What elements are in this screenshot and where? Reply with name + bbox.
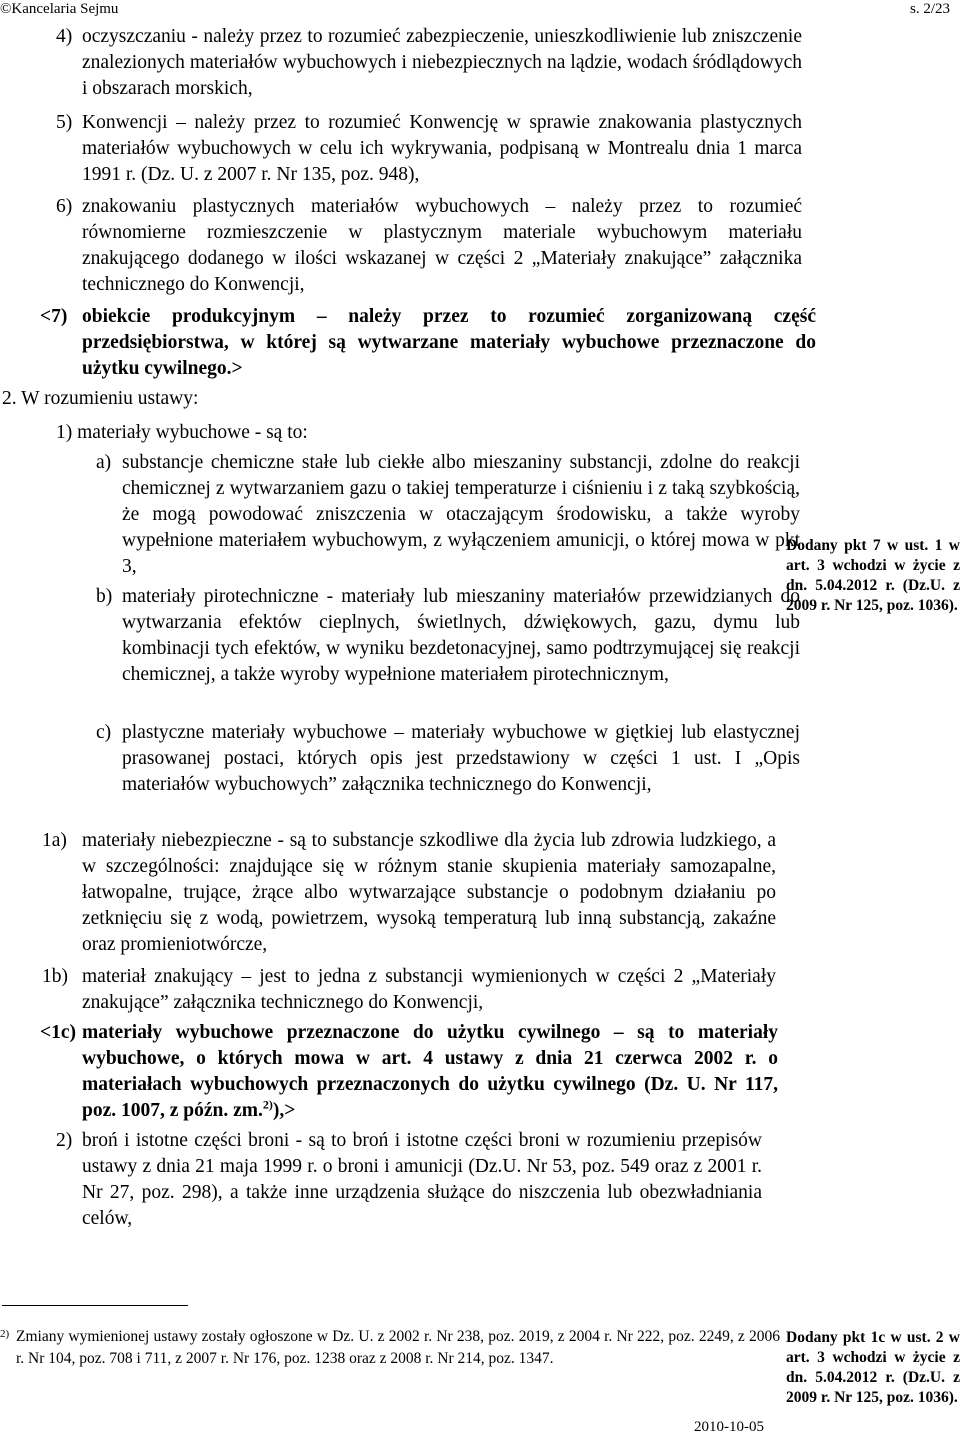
definition-7-added <box>40 304 816 382</box>
footnote <box>0 1326 780 1370</box>
item-number: b) <box>96 586 113 607</box>
item-number: 5) <box>56 112 73 133</box>
definition-4 <box>56 24 802 102</box>
item-1c-added <box>40 1020 778 1124</box>
item-text-tail: ),> <box>272 1100 296 1121</box>
subitem-b <box>96 584 800 688</box>
item-number: <1c) <box>40 1022 77 1043</box>
item-1a <box>42 828 776 958</box>
item-number: a) <box>96 452 112 473</box>
subitem-a <box>96 450 800 580</box>
header-left: ©Kancelaria Sejmu <box>0 1 119 17</box>
item-number: c) <box>96 722 112 743</box>
item-text: materiały wybuchowe - są to: <box>77 422 308 443</box>
item-number: 6) <box>56 196 73 217</box>
item-number: <7) <box>40 306 68 327</box>
item-number: 1a) <box>42 830 67 851</box>
item-1 <box>56 420 308 446</box>
margin-note-2: Dodany pkt 1c w ust. 2 w art. 3 wchodzi w życie z dn. 5.04.2012 r. (Dz.U. z 2009 r. Nr 125, poz. 1036). <box>786 1329 960 1406</box>
item-2 <box>56 1128 762 1232</box>
item-text: obiekcie produkcyjnym – należy przez to rozumieć zorganizowaną część przedsiębiorstwa, w której są wytwarzane materiały wybuchowe przeznaczone do użytku cywilnego.> <box>82 306 816 379</box>
item-number: 1b) <box>42 966 68 987</box>
footnote-separator <box>2 1305 188 1306</box>
item-text: materiał znakujący – jest to jedna z substancji wymienionych w części 2 „Materiały znakujące” załącznika technicznego do Konwencji, <box>82 966 776 1013</box>
margin-note-1: Dodany pkt 7 w ust. 1 w art. 3 wchodzi w życie z dn. 5.04.2012 r. (Dz.U. z 2009 r. Nr 125, poz. 1036). <box>786 537 960 614</box>
item-text: znakowaniu plastycznych materiałów wybuchowych – należy przez to rozumieć równomierne rozmieszczenie w plastycznym materiale wybuchowym materiału znakującego dodanego w ilości wskazanej w części 2 „Materiały znakujące” załącznika technicznego do Konwencji, <box>82 196 802 295</box>
section-2-heading <box>2 386 198 412</box>
item-number: 2) <box>56 1130 73 1151</box>
footnote-text: Zmiany wymienionej ustawy zostały ogłoszone w Dz. U. z 2002 r. Nr 238, poz. 2019, z 2004 r. Nr 222, poz. 2249, z 2006 r. Nr 104, poz. 708 i 711, z 2007 r. Nr 176, poz. 1238 oraz z 2008 r. Nr 214, poz. 1347. <box>16 1328 780 1367</box>
subitem-c <box>96 720 800 798</box>
page-number: s. 2/23 <box>909 1 950 17</box>
footnote-ref: 2) <box>262 1097 273 1112</box>
section-text: W rozumieniu ustawy: <box>21 388 199 409</box>
section-number: 2. <box>2 388 17 409</box>
item-1b <box>42 964 776 1016</box>
item-text: materiały pirotechniczne - materiały lub mieszaniny materiałów przewidzianych do wytwarzania efektów cieplnych, świetlnych, dźwiękowych, gazu, dymu lub kombinacji tych efektów, w wyniku bezdetonacyjnej, samo podtrzymującej się reakcji chemicznej, a także wyroby wypełnione materiałem pirotechnicznym, <box>122 586 800 685</box>
item-text: materiały niebezpieczne - są to substancje szkodliwe dla życia lub zdrowia ludzkiego, a w szczególności: znajdujące się w różnym stanie skupienia materiały samozapalne, łatwopalne, trujące, żrące albo wytwarzające substancje o podobnym działaniu po zetknięciu się z wodą, powietrzem, wysoką temperaturą lub inną substancją, zakaźne oraz promieniotwórcze, <box>82 830 776 955</box>
item-text: Konwencji – należy przez to rozumieć Konwencję w sprawie znakowania plastycznych materiałów wybuchowych w celu ich wykrywania, podpisaną w Montrealu dnia 1 marca 1991 r. (Dz. U. z 2007 r. Nr 135, poz. 948), <box>82 112 802 185</box>
item-number: 4) <box>56 26 73 47</box>
item-text: oczyszczaniu - należy przez to rozumieć zabezpieczenie, unieszkodliwienie lub zniszczenie znalezionych materiałów wybuchowych i niebezpiecznych na lądzie, wodach śródlądowych i obszarach morskich, <box>82 26 802 99</box>
item-text: materiały wybuchowe przeznaczone do użytku cywilnego – są to materiały wybuchowe, o których mowa w art. 4 ustawy z dnia 21 czerwca 2002 r. o materiałach wybuchowych przeznaczonych do użytku cywilnego (Dz. U. Nr 117, poz. 1007, z późn. zm. <box>82 1022 778 1121</box>
definition-6 <box>56 194 802 298</box>
footnote-marker: 2) <box>0 1328 10 1340</box>
footer-date: 2010-10-05 <box>694 1419 764 1435</box>
item-text: substancje chemiczne stałe lub ciekłe albo mieszaniny substancji, zdolne do reakcji chemicznej z wytwarzaniem gazu o takiej temperaturze i ciśnieniu i z taką szybkością, że mogą powodować zniszczenia w otaczającym środowisku, a także wyroby wypełnione materiałem wybuchowym, z wyłączeniem amunicji, o której mowa w pkt 3, <box>122 452 800 577</box>
item-text: plastyczne materiały wybuchowe – materiały wybuchowe w giętkiej lub elastycznej prasowanej postaci, których opis jest przedstawiony w części 1 ust. I „Opis materiałów wybuchowych” załącznika technicznego do Konwencji, <box>122 722 800 795</box>
item-text: broń i istotne części broni - są to broń i istotne części broni w rozumieniu przepisów ustawy z dnia 21 maja 1999 r. o broni i amunicji (Dz.U. Nr 53, poz. 549 oraz z 2001 r. Nr 27, poz. 298), a także inne urządzenia służące do niszczenia lub obezwładniania celów, <box>82 1130 762 1229</box>
definition-5 <box>56 110 802 188</box>
item-number: 1) <box>56 422 73 443</box>
